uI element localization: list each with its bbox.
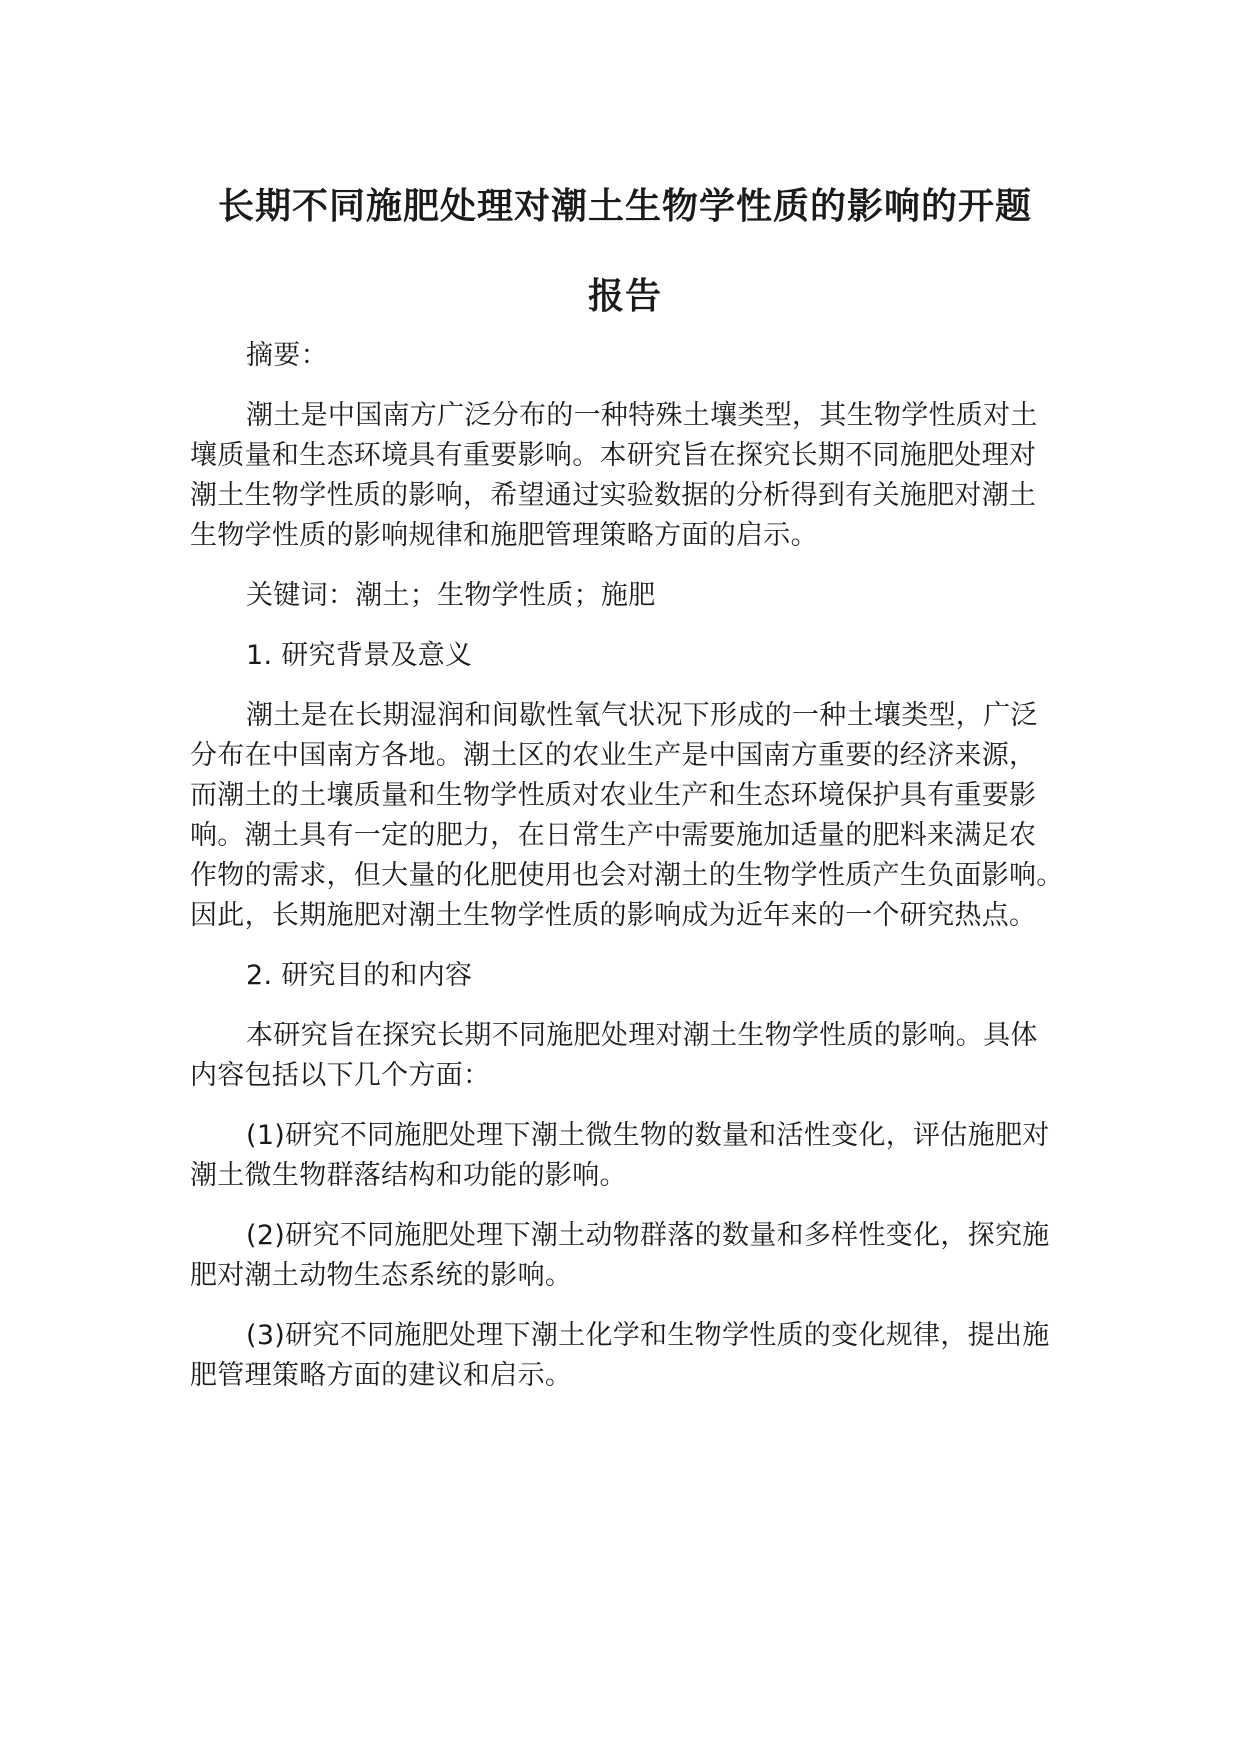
keywords: 关键词：潮土；生物学性质；施肥 xyxy=(246,580,656,611)
section-2-item-2-line: (2)研究不同施肥处理下潮土动物群落的数量和多样性变化，探究施 xyxy=(246,1220,1050,1251)
abstract-heading: 摘要： xyxy=(246,340,328,371)
section-2-item-1-line: (1)研究不同施肥处理下潮土微生物的数量和活性变化，评估施肥对 xyxy=(246,1120,1050,1151)
section-2-heading: 2. 研究目的和内容 xyxy=(246,960,473,991)
section-2-intro-line: 内容包括以下几个方面： xyxy=(190,1060,491,1091)
section-2-item-2-line: 肥对潮土动物生态系统的影响。 xyxy=(190,1260,573,1291)
document-title-line-2: 报告 xyxy=(587,276,662,317)
section-1-line: 因此，长期施肥对潮土生物学性质的影响成为近年来的一个研究热点。 xyxy=(190,900,1037,931)
section-2-item-1-line: 潮土微生物群落结构和功能的影响。 xyxy=(190,1160,627,1191)
section-1-line: 分布在中国南方各地。潮土区的农业生产是中国南方重要的经济来源， xyxy=(190,740,1037,771)
section-2-item-3-line: 肥管理策略方面的建议和启示。 xyxy=(190,1360,573,1391)
section-1-line: 作物的需求，但大量的化肥使用也会对潮土的生物学性质产生负面影响。 xyxy=(190,860,1064,891)
section-1-line: 潮土是在长期湿润和间歇性氧气状况下形成的一种土壤类型，广泛 xyxy=(246,700,1038,731)
abstract-line: 潮土生物学性质的影响，希望通过实验数据的分析得到有关施肥对潮土 xyxy=(190,480,1037,511)
section-1-heading: 1. 研究背景及意义 xyxy=(246,640,473,671)
abstract-line: 生物学性质的影响规律和施肥管理策略方面的启示。 xyxy=(190,520,818,551)
section-1-line: 而潮土的土壤质量和生物学性质对农业生产和生态环境保护具有重要影 xyxy=(190,780,1037,811)
abstract-line: 潮土是中国南方广泛分布的一种特殊土壤类型，其生物学性质对土 xyxy=(246,400,1038,431)
section-2-intro-line: 本研究旨在探究长期不同施肥处理对潮土生物学性质的影响。具体 xyxy=(246,1020,1038,1051)
section-2-item-3-line: (3)研究不同施肥处理下潮土化学和生物学性质的变化规律，提出施 xyxy=(246,1320,1050,1351)
section-1-line: 响。潮土具有一定的肥力，在日常生产中需要施加适量的肥料来满足农 xyxy=(190,820,1037,851)
abstract-line: 壤质量和生态环境具有重要影响。本研究旨在探究长期不同施肥处理对 xyxy=(190,440,1037,471)
document-title-line-1: 长期不同施肥处理对潮土生物学性质的影响的开题 xyxy=(217,186,1032,227)
